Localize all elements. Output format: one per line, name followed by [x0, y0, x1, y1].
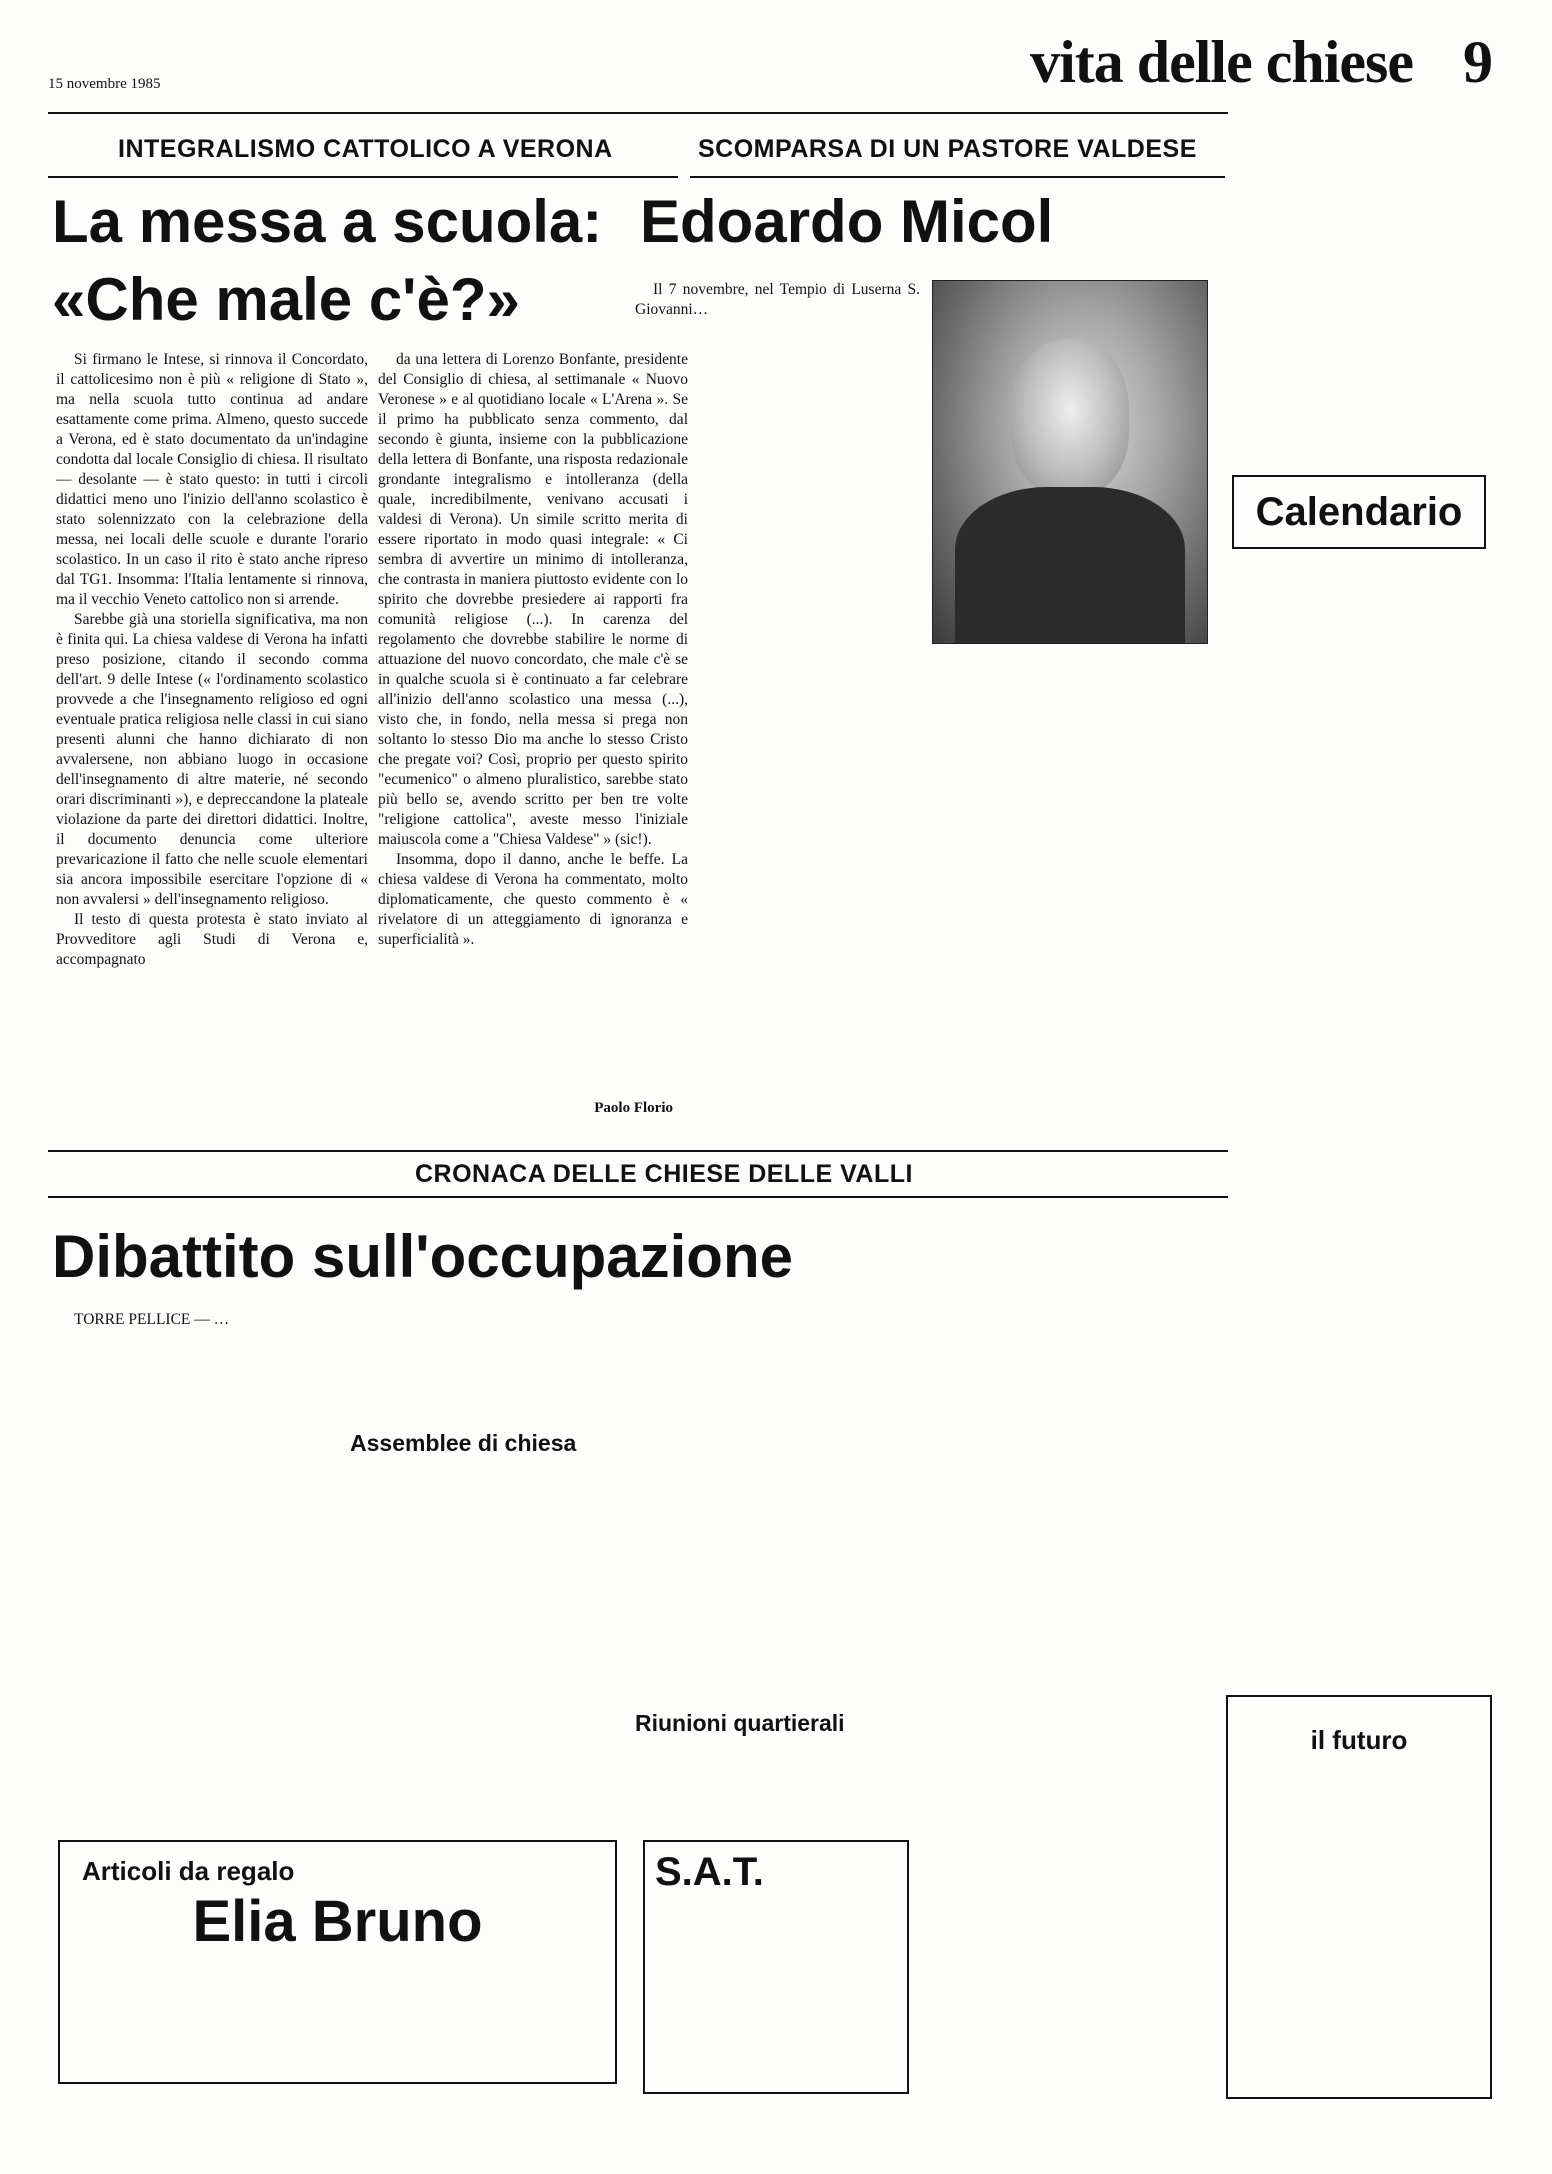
verona-kicker-rule: [48, 176, 678, 178]
verona-headline-1: La messa a scuola:: [52, 188, 603, 255]
photo-suit: [955, 487, 1185, 643]
verona-col1-p2: Sarebbe già una storiella significativa, ma non è finita qui. La chiesa valdese di Verona ha infatti preso posizione, citando il secondo comma dell'art. 9 delle Intese (« l'ordinamento scolastico provvede a che l'insegnamento religioso ed ogni eventuale pratica religiosa nelle classi in cui siano presenti alunni che hanno dichiarato di non avvalersene, non abbiano luogo in occasione dell'insegnamento di altre materie, né secondo orari discriminanti »), e depreccandone la plateale violazione da parte dei direttori didattici. Inoltre, il documento denuncia come ulteriore prevaricazione il fatto che nelle scuole elementari sia ancora impossibile esercitare l'opzione di « non avvalersi » dell'insegnamento religioso.: [56, 611, 368, 908]
micol-kicker: SCOMPARSA DI UN PASTORE VALDESE: [698, 135, 1197, 163]
valli-kicker: CRONACA DELLE CHIESE DELLE VALLI: [415, 1160, 913, 1188]
sat-ad-name: S.A.T.: [655, 1850, 764, 1894]
micol-kicker-rule: [690, 176, 1225, 178]
micol-column-1: [635, 280, 920, 400]
verona-headline-2: «Che male c'è?»: [52, 266, 520, 333]
elia-ad-title: Articoli da regalo: [82, 1856, 295, 1886]
calendario-title: Calendario: [1255, 490, 1463, 534]
section-name: vita delle chiese: [1030, 29, 1413, 95]
verona-col2-p1: da una lettera di Lorenzo Bonfante, presidente del Consiglio di chiesa, al settimanale « Nuovo Veronese » e al quotidiano locale « L'Arena ». Se il primo ha pubblicato senza commento, dal secondo è giunta, insieme con la pubblicazione della lettera di Bonfante, una risposta redazionale grondante integralismo e intolleranza (della quale, incredibilmente, venivano accusati i valdesi di Verona). Un simile scritto merita di essere riportato in modo quasi integrale: « Ci sembra di avvertire un minimo di intolleranza, che contrasta in maniera piuttosto evidente con lo spirito che dovrebbe presiedere ai rapporti fra comunità religiose (...). In carenza del regolamento che dovrebbe stabilire le norme di attuazione del nuovo concordato, che male c'è se in qualche scuola si è continuato a far celebrare all'inizio dell'anno scolastico una messa (...), visto che, in fondo, nella messa si prega non soltanto lo stesso Dio ma anche lo stesso Cristo che pregate voi? Così, proprio per questo spirito "ecumenico" o almeno pluralistico, sarebbe stato più bello se, avendo scritto per ben tre volte "religione cattolica", aveste messo l'iniziale maiuscola come a "Chiesa Valdese" » (sic!).: [378, 351, 688, 848]
valli-top-rule: [48, 1150, 1228, 1152]
page-number: 9: [1463, 29, 1492, 95]
verona-column-1: [56, 350, 368, 1120]
valli-col1-p1: TORRE PELLICE — …: [74, 1311, 230, 1328]
edoardo-micol-photo: [932, 280, 1208, 644]
issue-date: 15 novembre 1985: [48, 76, 161, 92]
riunioni-title: Riunioni quartierali: [635, 1710, 845, 1736]
verona-kicker: INTEGRALISMO CATTOLICO A VERONA: [118, 135, 613, 163]
section-title: [1030, 28, 1492, 97]
micol-col1-p1: Il 7 novembre, nel Tempio di Luserna S. Giovanni…: [635, 281, 920, 318]
valli-column-1: [56, 1310, 356, 1430]
photo-face: [1011, 339, 1129, 495]
micol-headline: Edoardo Micol: [640, 188, 1054, 255]
verona-col2-p2: Insomma, dopo il danno, anche le beffe. La chiesa valdese di Verona ha commentato, molto diplomaticamente, che questo commento è « rivelatore di un atteggiamento di ignoranza e superficialità ».: [378, 851, 688, 948]
calendario-box: [1232, 475, 1486, 549]
sai-ad-line1: il futuro: [1310, 1725, 1408, 1755]
ad-sai: [1226, 1695, 1492, 2099]
verona-byline: Paolo Florio: [594, 1100, 673, 1116]
masthead-rule: [48, 112, 1228, 114]
elia-ad-name: Elia Bruno: [192, 1889, 483, 1954]
ad-elia-bruno: [58, 1840, 617, 2084]
valli-kicker-rule: [48, 1196, 1228, 1198]
verona-col1-p1: Si firmano le Intese, si rinnova il Concordato, il cattolicesimo non è più « religione di Stato », ma nella scuola tutto continua ad andare esattamente come prima. Almeno, questo succede a Verona, ed è stato documentato da un'indagine condotta dal locale Consiglio di chiesa. Il risultato — desolante — è stato questo: in tutti i circoli didattici meno uno l'inizio dell'anno scolastico è stato solennizzato con la celebrazione della messa, nei locali delle scuole e durante l'orario scolastico. In un caso il rito è stato anche ripreso dal TG1. Insomma: l'Italia lentamente si rinnova, ma il vecchio Veneto cattolico non si arrende.: [56, 351, 368, 608]
verona-column-2: [378, 350, 688, 1090]
ad-sat: [643, 1840, 909, 2094]
verona-col1-p3: Il testo di questa protesta è stato inviato al Provveditore agli Studi di Verona e, accompagnato: [56, 911, 368, 968]
assemblee-title: Assemblee di chiesa: [350, 1430, 577, 1456]
valli-headline: Dibattito sull'occupazione: [52, 1223, 793, 1290]
